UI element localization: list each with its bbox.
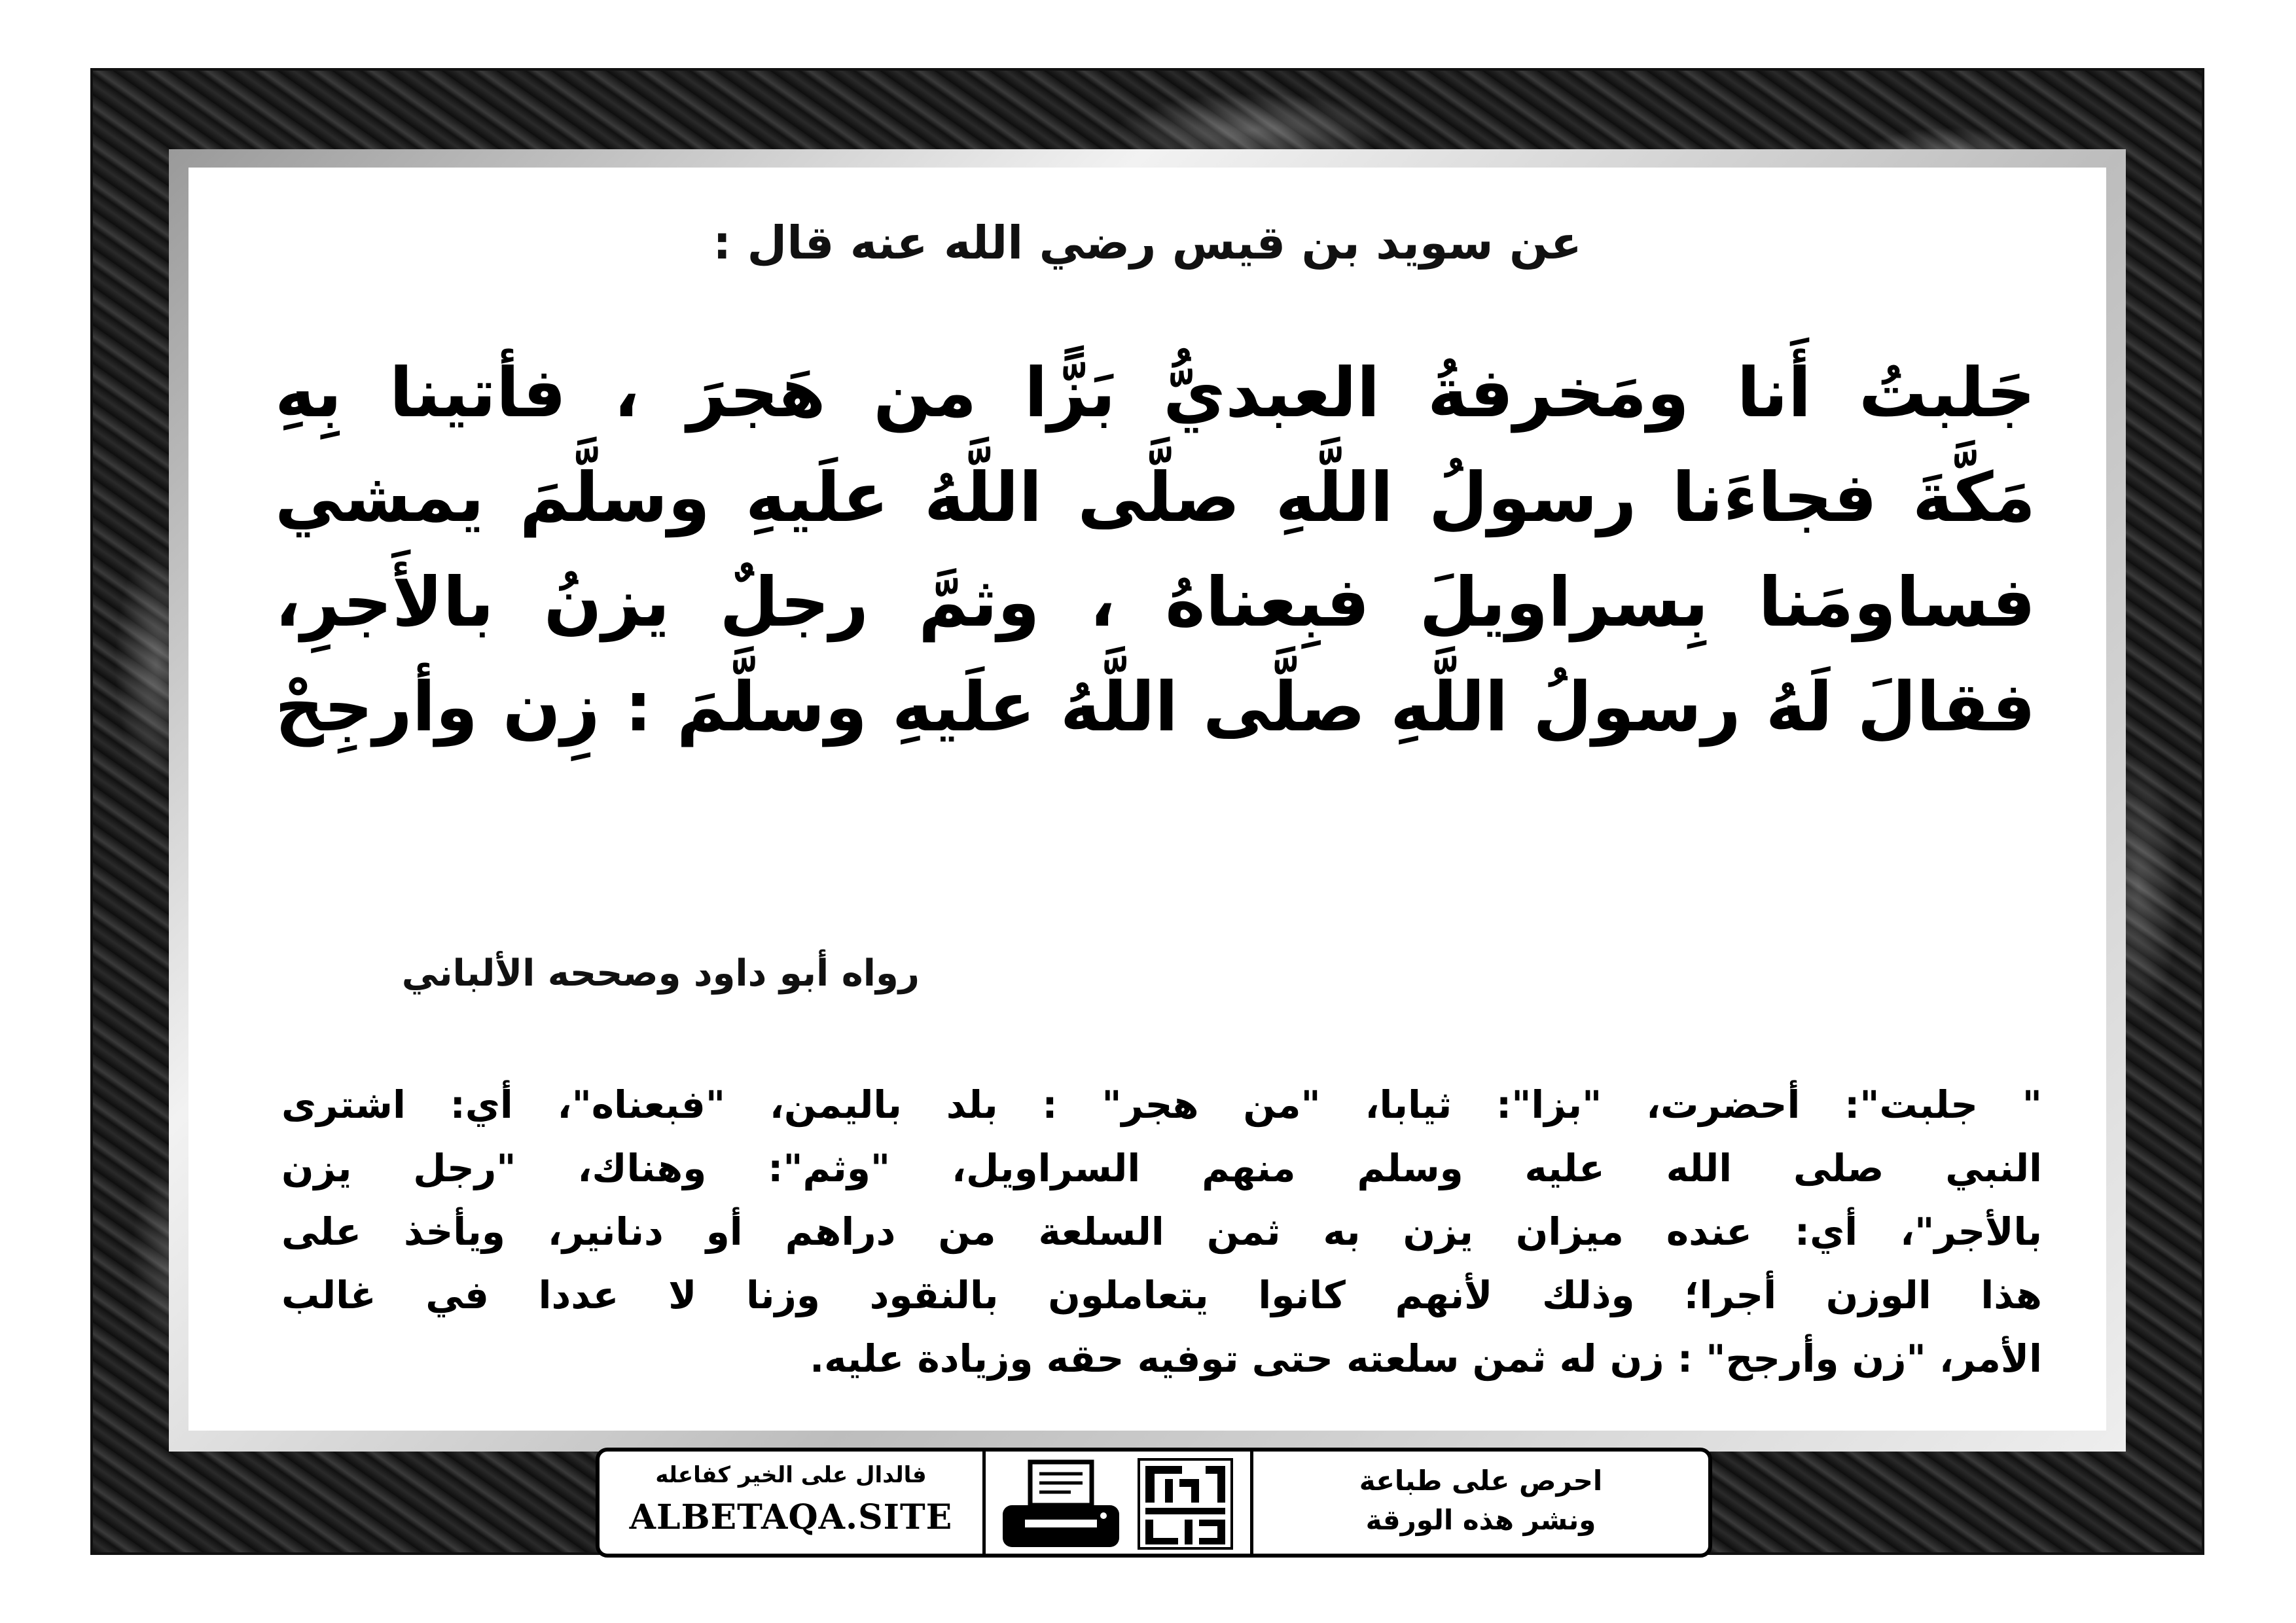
banner-site-box [600, 1452, 986, 1554]
explanation-line: هذا الوزن أجرا؛ وذلك لأنهم كانوا يتعاملون بالنقود وزنا لا عددا في غالب [281, 1273, 2042, 1317]
hadith-source: رواه أبو داود وصححه الألباني [401, 952, 920, 995]
explanation-text [281, 1073, 2042, 1391]
hadith-text [275, 340, 2036, 759]
banner-call-line: ونشر هذه الورقة [1365, 1504, 1596, 1536]
explanation-line: النبي صلى الله عليه وسلم منهم السراويل، "وثم": وهناك، "رجل يزن [281, 1146, 2042, 1190]
hadith-line: جَلبتُ أَنا ومَخرفةُ العبديُّ بَزًّا من هَجرَ ، فأتينا بِهِ [275, 353, 2036, 433]
banner-call-line: احرص على طباعة [1359, 1465, 1603, 1497]
explanation-line: الأمر، "زن وأرجح" : زن له ثمن سلعته حتى توفيه حقه وزيادة عليه. [810, 1336, 2042, 1381]
hadith-line: فقالَ لَهُ رسولُ اللَّهِ صلَّى اللَّهُ علَيهِ وسلَّمَ : زِن وأرجِحْ [275, 667, 2036, 747]
banner-call-box [1250, 1452, 1708, 1554]
banner-slogan: فالدال على الخير كفاعله [655, 1462, 927, 1488]
footer-banner [596, 1448, 1712, 1558]
explanation-line: بالأجر"، أي: عنده ميزان يزن به ثمن السلعة من دراهم أو دنانير، ويأخذ على [281, 1209, 2042, 1254]
hadith-line: مَكَّةَ فجاءَنا رسولُ اللَّهِ صلَّى اللَّهُ علَيهِ وسلَّمَ يمشي [275, 457, 2036, 537]
printer-icon [999, 1459, 1123, 1551]
logo-icon [1136, 1457, 1234, 1551]
explanation-line: " جلبت": أحضرت، "بزا": ثيابا، "من هجر" : بلد باليمن، "فبعناه"، أي: اشترى [281, 1082, 2042, 1127]
intro-line: عن سويد بن قيس رضي الله عنه قال : [713, 216, 1582, 270]
site-url-link[interactable]: ALBETAQA.SITE [629, 1497, 953, 1537]
hadith-line: فساومَنا بِسراويلَ فبِعناهُ ، وثمَّ رجلٌ يزنُ بالأَجرِ، [275, 562, 2036, 642]
